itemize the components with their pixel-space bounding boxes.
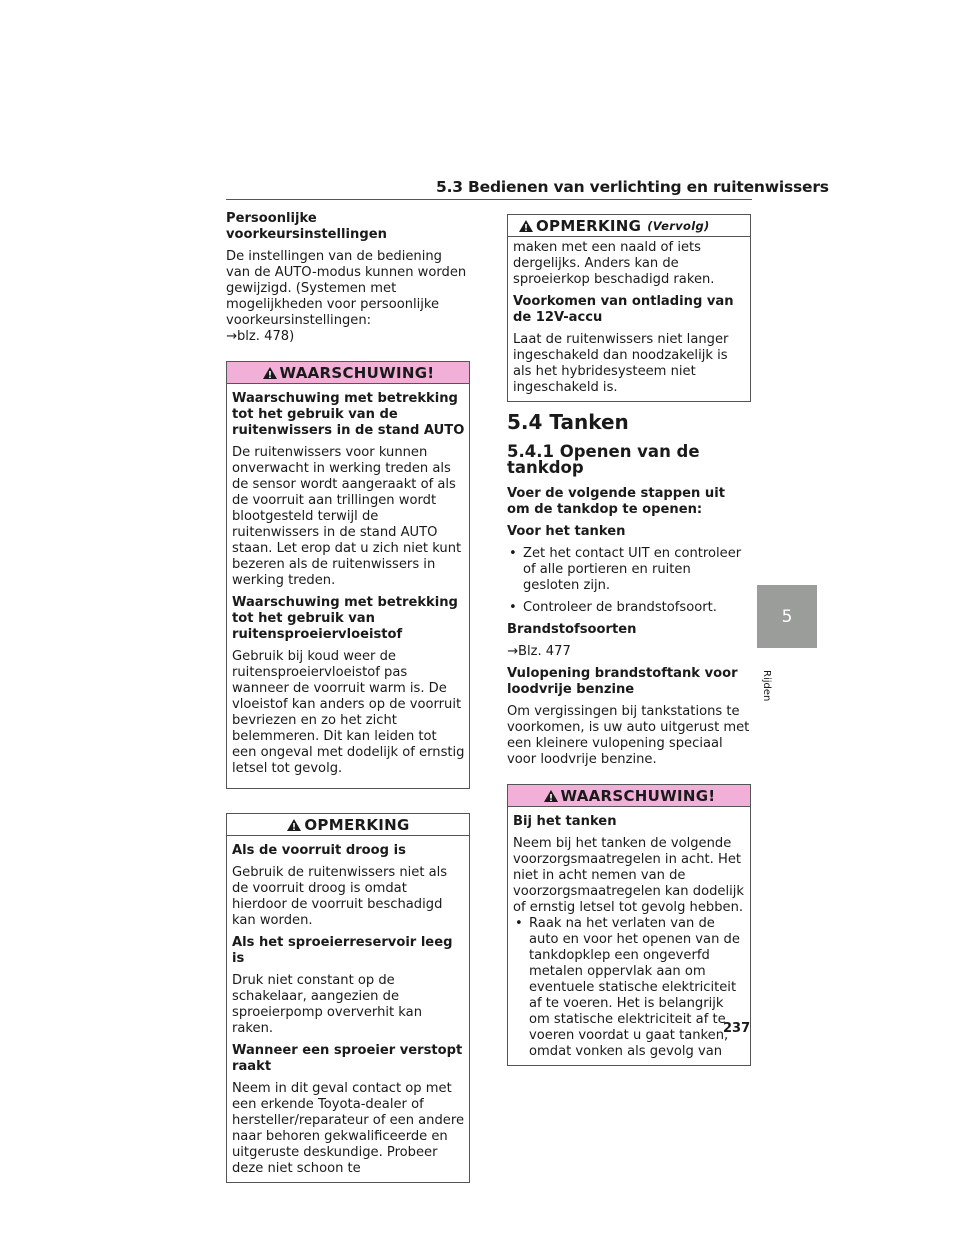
warning-heading: Waarschuwing met betrekking tot het gebruik van de ruitenwissers in de stand AUTO (232, 391, 465, 438)
fuel-title: Brandstofsoorten (507, 622, 637, 637)
warning-bar (227, 362, 469, 384)
subsection-heading: 5.4.1 Openen van de tankdop (507, 442, 700, 477)
warning-triangle-icon (262, 366, 278, 380)
section-heading: 5.4 Tanken (507, 410, 629, 434)
page-header: 5.3 Bedienen van verlichting en ruitenwissers (436, 178, 829, 196)
note-label: OPMERKING (304, 815, 410, 834)
section-ref: →blz. 478) (226, 329, 295, 344)
warning-triangle-icon (518, 219, 534, 233)
left-column (226, 211, 470, 1183)
warning-text: Neem bij het tanken de volgende voorzorgsmaatregelen in acht. Het niet in acht nemen van de voorzorgsmaatregelen kan dodelijk of ernstig letsel tot gevolg hebben. (513, 836, 744, 915)
page-number: 237 (723, 1021, 751, 1036)
note-text: Neem in dit geval contact op met een erkende Toyota-dealer of hersteller/reparateur of een andere naar behoren gekwalificeerde en uitgeruste deskundige. Probeer deze niet schoon te (232, 1081, 464, 1176)
warning-label: WAARSCHUWING! (560, 786, 716, 805)
note-text: Gebruik de ruitenwissers niet als de voorruit droog is omdat hierdoor de voorruit beschadigd kan worden. (232, 865, 448, 928)
list-item: • Raak na het verlaten van de auto en voor het openen van de tankdopklep een ongeverfd metalen oppervlak aan om eventuele statische elektriciteit af te voeren. Het is belangrijk om statische elektriciteit af te voeren voordat u gaat tanken, omdat vonken als gevolg van (515, 916, 740, 1059)
warning-heading: Bij het tanken (513, 814, 617, 829)
note-text: Druk niet constant op de schakelaar, aangezien de sproeierpomp oververhit kan raken. (232, 973, 422, 1036)
filler-text: Om vergissingen bij tankstations te voorkomen, is uw auto uitgerust met een kleinere vulopening speciaal voor loodvrije benzine. (507, 704, 750, 767)
note-heading: Voorkomen van ontlading van de 12V-accu (513, 294, 734, 325)
chapter-label-wrap (760, 670, 780, 710)
warning-text: De ruitenwissers voor kunnen onverwacht in werking treden als de sensor wordt aangeraakt of als de voorruit aan trillingen wordt blootgesteld terwijl de ruitenwissers in de stand AUTO staan. Let erop dat u zich niet kunt bezeren als de ruitenwissers in werking treden. (232, 445, 462, 588)
note-bar (227, 814, 469, 836)
fuel-ref: →Blz. 477 (507, 644, 571, 659)
before-title: Voor het tanken (507, 524, 626, 539)
warning-box-wipers (226, 361, 470, 789)
section-text: De instellingen van de bediening van de AUTO-modus kunnen worden gewijzigd. (Systemen met mogelijkheden voor persoonlijke voorkeursinstellingen: (226, 249, 467, 328)
note-bar (508, 215, 750, 237)
header-divider (226, 199, 752, 200)
chapter-number: 5 (781, 606, 793, 627)
list-item: • Zet het contact UIT en controleer of alle portieren en ruiten gesloten zijn. (509, 546, 742, 593)
right-column (507, 214, 751, 1066)
note-heading: Als het sproeierreservoir leeg is (232, 935, 453, 966)
section-title: Persoonlijke voorkeursinstellingen (226, 211, 387, 242)
intro-text: Voer de volgende stappen uit om de tankdop te openen: (507, 486, 725, 517)
note-heading: Wanneer een sproeier verstopt raakt (232, 1043, 463, 1074)
warning-box-refuel (507, 784, 751, 1066)
note-text: Laat de ruitenwissers niet langer ingeschakeld dan noodzakelijk is als het hybridesysteem niet ingeschakeld is. (513, 332, 729, 395)
warning-triangle-icon (286, 818, 302, 832)
chapter-label: Rijden (761, 670, 772, 702)
note-box-continued (507, 214, 751, 402)
warning-text: Gebruik bij koud weer de ruitensproeiervloeistof pas wanneer de voorruit warm is. De vloeistof kan anders op de voorruit bevriezen en zo het zicht belemmeren. Dit kan leiden tot een ongeval met dodelijk of ernstig letsel tot gevolg. (232, 649, 465, 776)
warning-bar (508, 785, 750, 807)
warning-label: WAARSCHUWING! (279, 363, 435, 382)
list-item: • Controleer de brandstofsoort. (509, 600, 717, 615)
chapter-tab[interactable] (757, 585, 817, 648)
note-label: OPMERKING (536, 216, 642, 235)
warning-triangle-icon (543, 789, 559, 803)
note-box-wipers (226, 813, 470, 1183)
warning-heading: Waarschuwing met betrekking tot het gebruik van ruitensproeiervloeistof (232, 595, 458, 642)
continued-label: (Vervolg) (647, 218, 710, 233)
note-heading: Als de voorruit droog is (232, 843, 406, 858)
note-text: maken met een naald of iets dergelijks. Anders kan de sproeierkop beschadigd raken. (513, 240, 715, 287)
filler-title: Vulopening brandstoftank voor loodvrije benzine (507, 666, 738, 697)
